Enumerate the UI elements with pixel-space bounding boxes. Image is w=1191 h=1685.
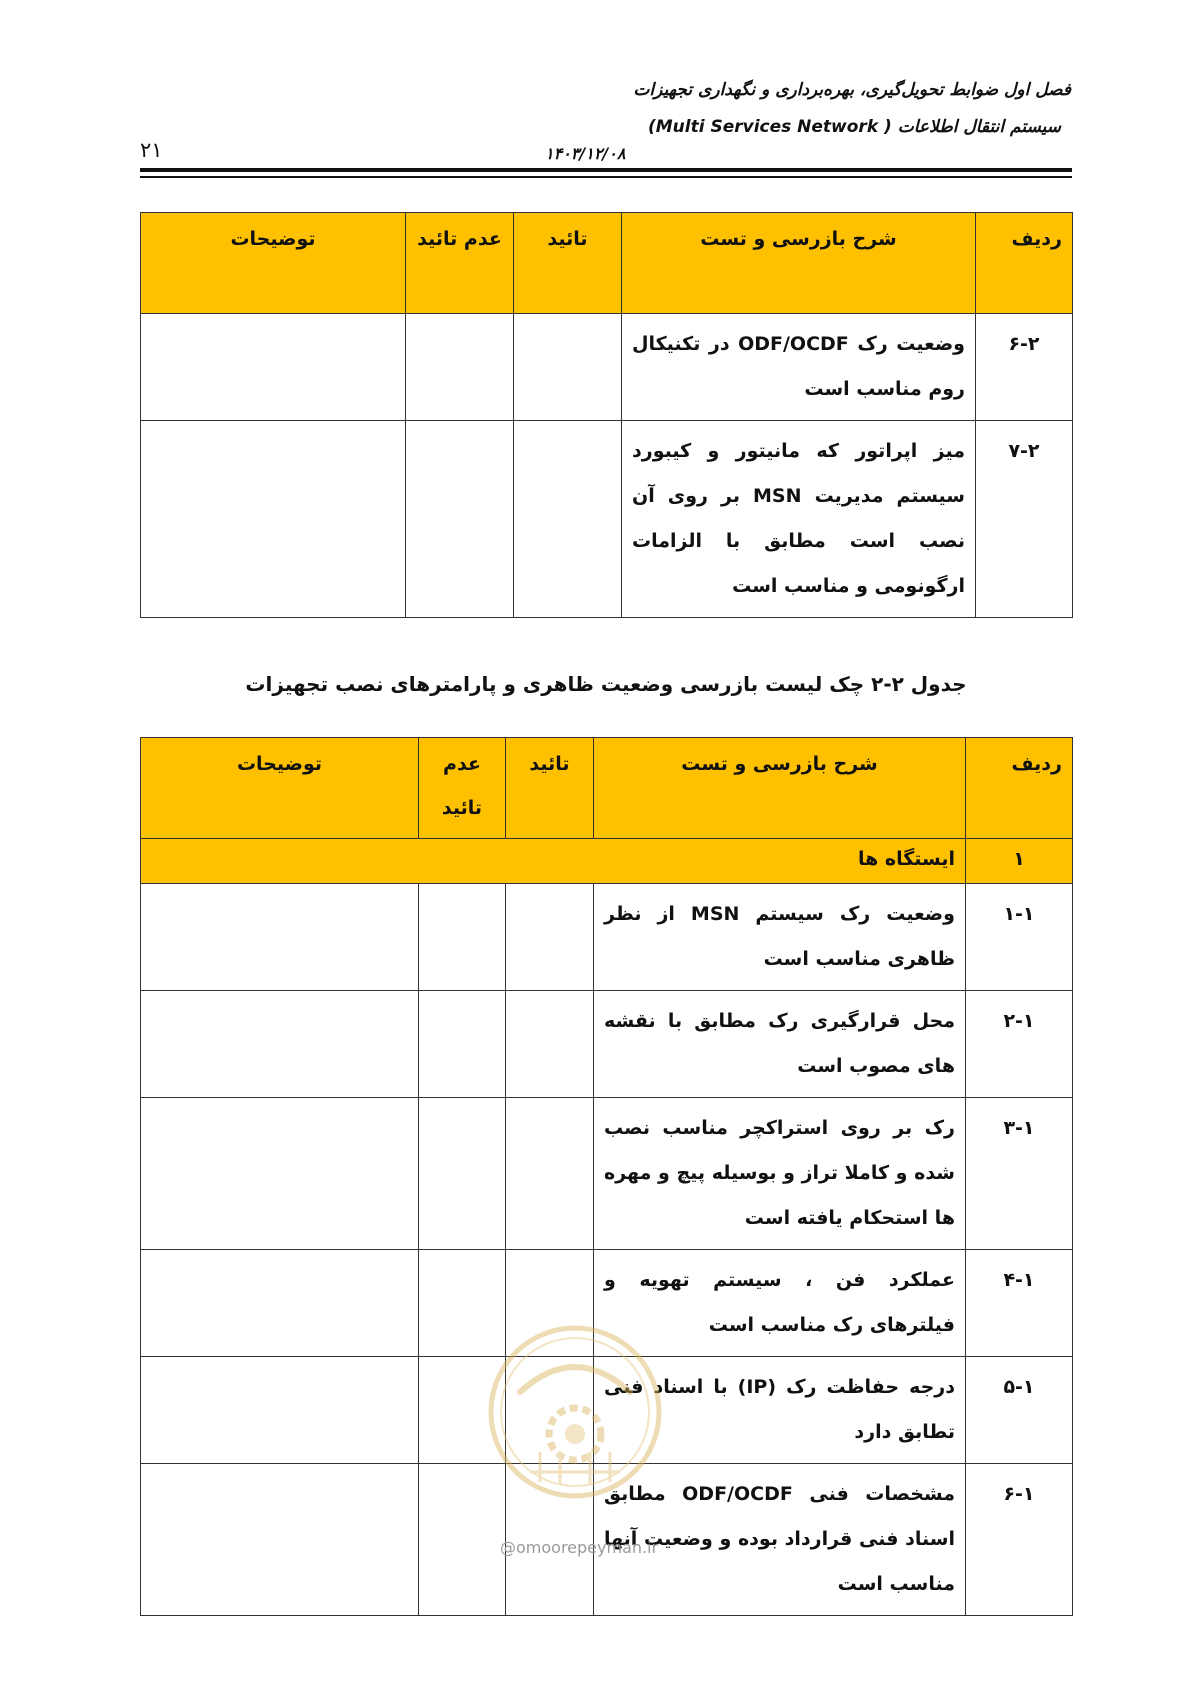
document-date: ۱۴۰۳/۱۲/۰۸ xyxy=(545,144,626,163)
row-description: وضعیت رک سیستم MSN از نظر ظاهری مناسب است xyxy=(594,884,966,991)
section-row xyxy=(141,839,1073,884)
col-header-inspection: شرح بازرسی و تست xyxy=(622,213,976,314)
approve-cell[interactable] xyxy=(506,884,594,991)
notes-cell[interactable] xyxy=(141,1250,419,1357)
header-divider-thick xyxy=(140,168,1072,172)
approve-cell[interactable] xyxy=(506,991,594,1098)
system-title: سیستم انتقال اطلاعات ( Multi Services Network) xyxy=(647,117,1061,137)
section-number: ۱ xyxy=(966,839,1073,884)
table-row xyxy=(141,884,1073,991)
col-header-row-number: ردیف xyxy=(976,213,1073,314)
col-header-approve: تائید xyxy=(506,738,594,839)
row-number: ۴-۱ xyxy=(966,1250,1073,1357)
reject-cell[interactable] xyxy=(406,314,514,421)
row-description: میز اپراتور که مانیتور و کیبورد سیستم مدیریت MSN بر روی آن نصب است مطابق با الزامات ارگونومی و مناسب است xyxy=(622,421,976,618)
notes-cell[interactable] xyxy=(141,1098,419,1250)
page-number: ۲۱ xyxy=(140,138,163,162)
row-description: عملکرد فن ، سیستم تهویه و فیلترهای رک مناسب است xyxy=(594,1250,966,1357)
row-description: محل قرارگیری رک مطابق با نقشه های مصوب است xyxy=(594,991,966,1098)
section-title: ایستگاه ها xyxy=(141,839,966,884)
notes-cell[interactable] xyxy=(141,1464,419,1616)
col-header-row-number: ردیف xyxy=(966,738,1073,839)
table-row xyxy=(141,421,1073,618)
row-description: درجه حفاظت رک (IP) با اسناد فنی تطابق دارد xyxy=(594,1357,966,1464)
inspection-table-1 xyxy=(140,212,1073,618)
table-header-row xyxy=(141,738,1073,839)
row-number: ۶-۱ xyxy=(966,1464,1073,1616)
col-header-reject: عدم تائید xyxy=(406,213,514,314)
notes-cell[interactable] xyxy=(141,884,419,991)
notes-cell[interactable] xyxy=(141,314,406,421)
row-description: مشخصات فنی ODF/OCDF مطابق اسناد فنی قرارداد بوده و وضعیت آنها مناسب است xyxy=(594,1464,966,1616)
row-description: وضعیت رک ODF/OCDF در تکنیکال روم مناسب است xyxy=(622,314,976,421)
approve-cell[interactable] xyxy=(514,421,622,618)
header-divider-thin xyxy=(140,176,1072,178)
row-number: ۵-۱ xyxy=(966,1357,1073,1464)
watermark-site: @omoorepeyman.ir xyxy=(500,1538,659,1557)
col-header-reject: عدم تائید xyxy=(419,738,506,839)
row-number: ۱-۱ xyxy=(966,884,1073,991)
approve-cell[interactable] xyxy=(514,314,622,421)
table-row xyxy=(141,1098,1073,1250)
reject-cell[interactable] xyxy=(419,1098,506,1250)
row-number: ۷-۲ xyxy=(976,421,1073,618)
notes-cell[interactable] xyxy=(141,991,419,1098)
reject-cell[interactable] xyxy=(419,991,506,1098)
table-row xyxy=(141,991,1073,1098)
reject-cell[interactable] xyxy=(419,884,506,991)
col-header-notes: توضیحات xyxy=(141,213,406,314)
notes-cell[interactable] xyxy=(141,421,406,618)
col-header-inspection: شرح بازرسی و تست xyxy=(594,738,966,839)
col-header-approve: تائید xyxy=(514,213,622,314)
approve-cell[interactable] xyxy=(506,1098,594,1250)
table-caption: جدول ۲-۲ چک لیست بازرسی وضعیت ظاهری و پارامترهای نصب تجهیزات xyxy=(245,672,967,696)
chapter-title: فصل اول ضوابط تحویل‌گیری، بهره‌برداری و نگهداری تجهیزات xyxy=(633,80,1071,100)
row-description: رک بر روی استراکچر مناسب نصب شده و کاملا تراز و بوسیله پیچ و مهره ها استحکام یافته است xyxy=(594,1098,966,1250)
col-header-notes: توضیحات xyxy=(141,738,419,839)
table-header-row xyxy=(141,213,1073,314)
row-number: ۶-۲ xyxy=(976,314,1073,421)
notes-cell[interactable] xyxy=(141,1357,419,1464)
watermark-logo-icon xyxy=(485,1322,665,1502)
table-row xyxy=(141,314,1073,421)
row-number: ۲-۱ xyxy=(966,991,1073,1098)
row-number: ۳-۱ xyxy=(966,1098,1073,1250)
reject-cell[interactable] xyxy=(406,421,514,618)
